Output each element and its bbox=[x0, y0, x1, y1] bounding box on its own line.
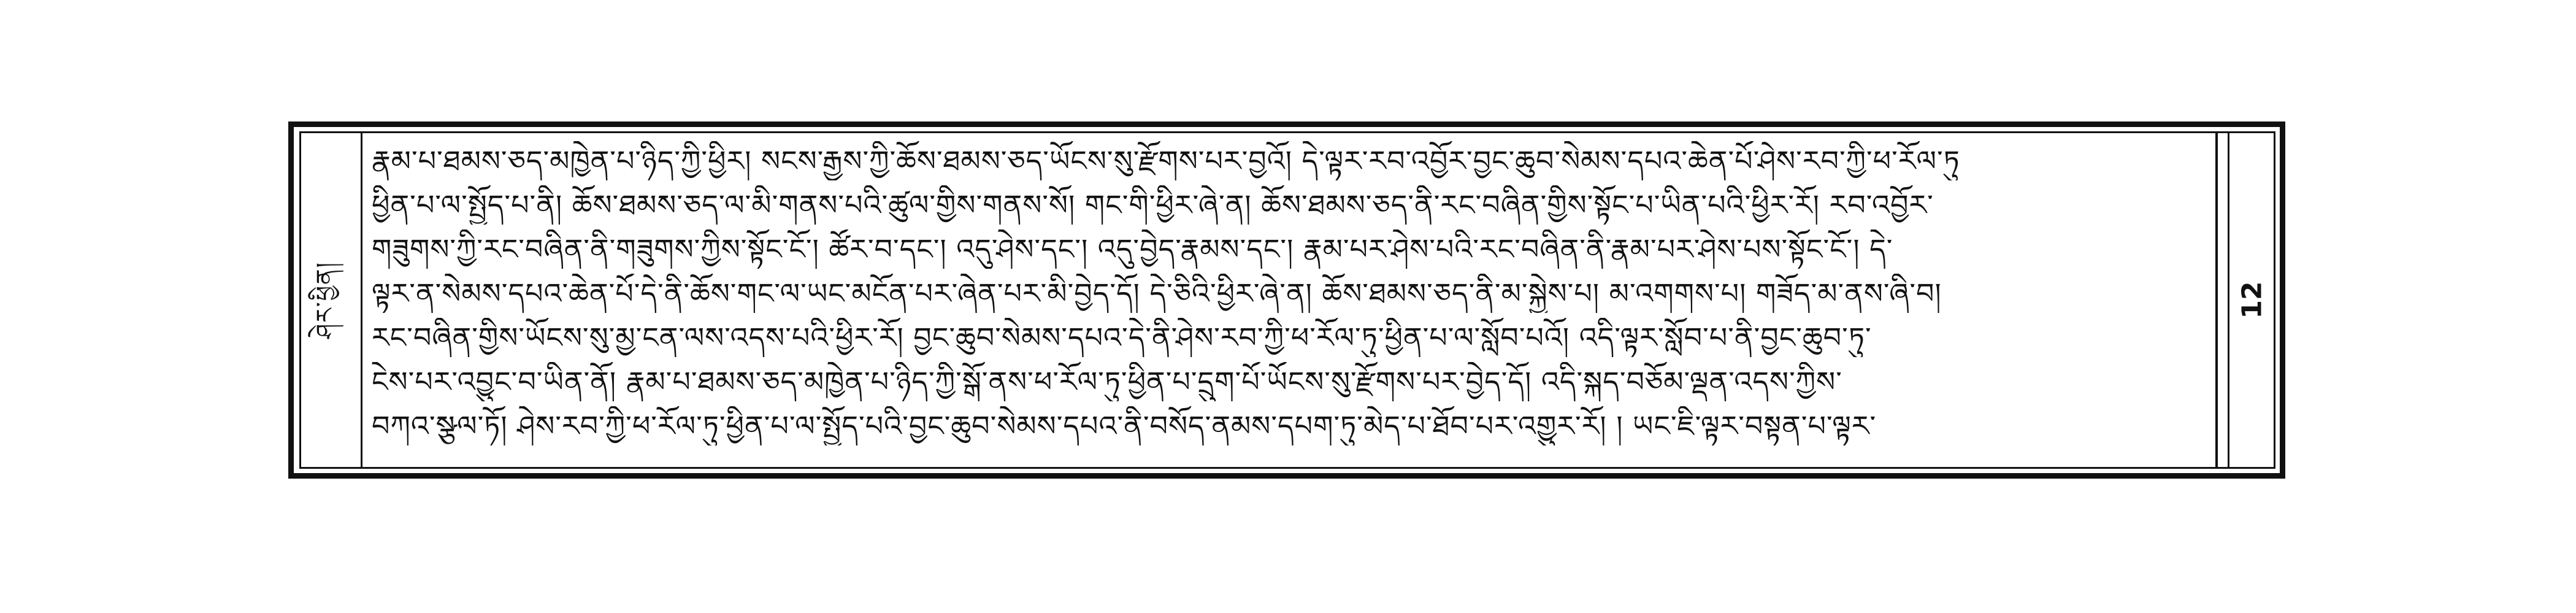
text-line: ངེས་པར་འབྱུང་བ་ཡིན་ནོ། རྣམ་པ་ཐམས་ཅད་མཁྱེན་པ་ཉིད་ཀྱི་སྒོ་ནས་ཕ་རོལ་ཏུ་ཕྱིན་པ་དྲུག་པོ་ཡོངས་སུ་རྫོགས་པར་བྱེད་དོ། འདི་སྐད་བཅོམ་ལྡན་འདས་ཀྱིས་ bbox=[372, 365, 1842, 398]
text-line: ཕྱིན་པ་ལ་སྤྱོད་པ་ནི། ཆོས་ཐམས་ཅད་ལ་མི་གནས་པའི་ཚུལ་གྱིས་གནས་སོ། གང་གི་ཕྱིར་ཞེ་ན། ཆོས་ཐམས་ཅད་ནི་རང་བཞིན་གྱིས་སྟོང་པ་ཡིན་པའི་ཕྱིར་རོ། རབ་འབྱོར་ bbox=[372, 188, 1934, 222]
page-number: 12 bbox=[2236, 281, 2268, 319]
text-line: བཀའ་སྩལ་ཏོ། ཤེས་རབ་ཀྱི་ཕ་རོལ་ཏུ་ཕྱིན་པ་ལ་སྤྱོད་པའི་བྱང་ཆུབ་སེམས་དཔའ་ནི་བསོད་ནམས་དཔག་ཏུ་མེད་པ་ཐོབ་པར་འགྱུར་རོ། ། ཡང་ཇི་ལྟར་བསྟན་པ་ལྟར་ bbox=[372, 409, 1877, 442]
text-line: རང་བཞིན་གྱིས་ཡོངས་སུ་མྱ་ངན་ལས་འདས་པའི་ཕྱིར་རོ། བྱང་ཆུབ་སེམས་དཔའ་དེ་ནི་ཤེས་རབ་ཀྱི་ཕ་རོལ་ཏུ་ཕྱིན་པ་ལ་སློབ་པའོ། འདི་ལྟར་སློབ་པ་ནི་བྱང་ཆུབ་ཏུ་ bbox=[372, 321, 1872, 354]
text-line: ལྟར་ན་སེམས་དཔའ་ཆེན་པོ་དེ་ནི་ཆོས་གང་ལ་ཡང་མངོན་པར་ཞེན་པར་མི་བྱེད་དོ། དེ་ཅིའི་ཕྱིར་ཞེ་ན། ཆོས་ཐམས་ཅད་ནི་མ་སྐྱེས་པ། མ་འགགས་པ། གཟོད་མ་ནས་ཞི་བ། bbox=[372, 277, 1942, 310]
margin-title: ཤེར་ཕྱིན། bbox=[311, 261, 339, 339]
right-column-rule-inner bbox=[2228, 133, 2229, 467]
text-line: རྣམ་པ་ཐམས་ཅད་མཁྱེན་པ་ཉིད་ཀྱི་ཕྱིར། སངས་རྒྱས་ཀྱི་ཆོས་ཐམས་ཅད་ཡོངས་སུ་རྫོགས་པར་བྱའོ། དེ་ལྟར་རབ་འབྱོར་བྱང་ཆུབ་སེམས་དཔའ་ཆེན་པོ་ཤེས་རབ་ཀྱི་ཕ་རོལ་ཏུ bbox=[372, 144, 1960, 177]
text-line: གཟུགས་ཀྱི་རང་བཞིན་ནི་གཟུགས་ཀྱིས་སྟོང་ངོ༌། ཚོར་བ་དང་། འདུ་ཤེས་དང་། འདུ་བྱེད་རྣམས་དང་། རྣམ་པར་ཤེས་པའི་རང་བཞིན་ནི་རྣམ་པར་ཤེས་པས་སྟོང་ངོ༌། དེ་ bbox=[372, 233, 1893, 266]
text-block bbox=[372, 141, 2209, 460]
right-column-rule-outer bbox=[2215, 133, 2218, 467]
